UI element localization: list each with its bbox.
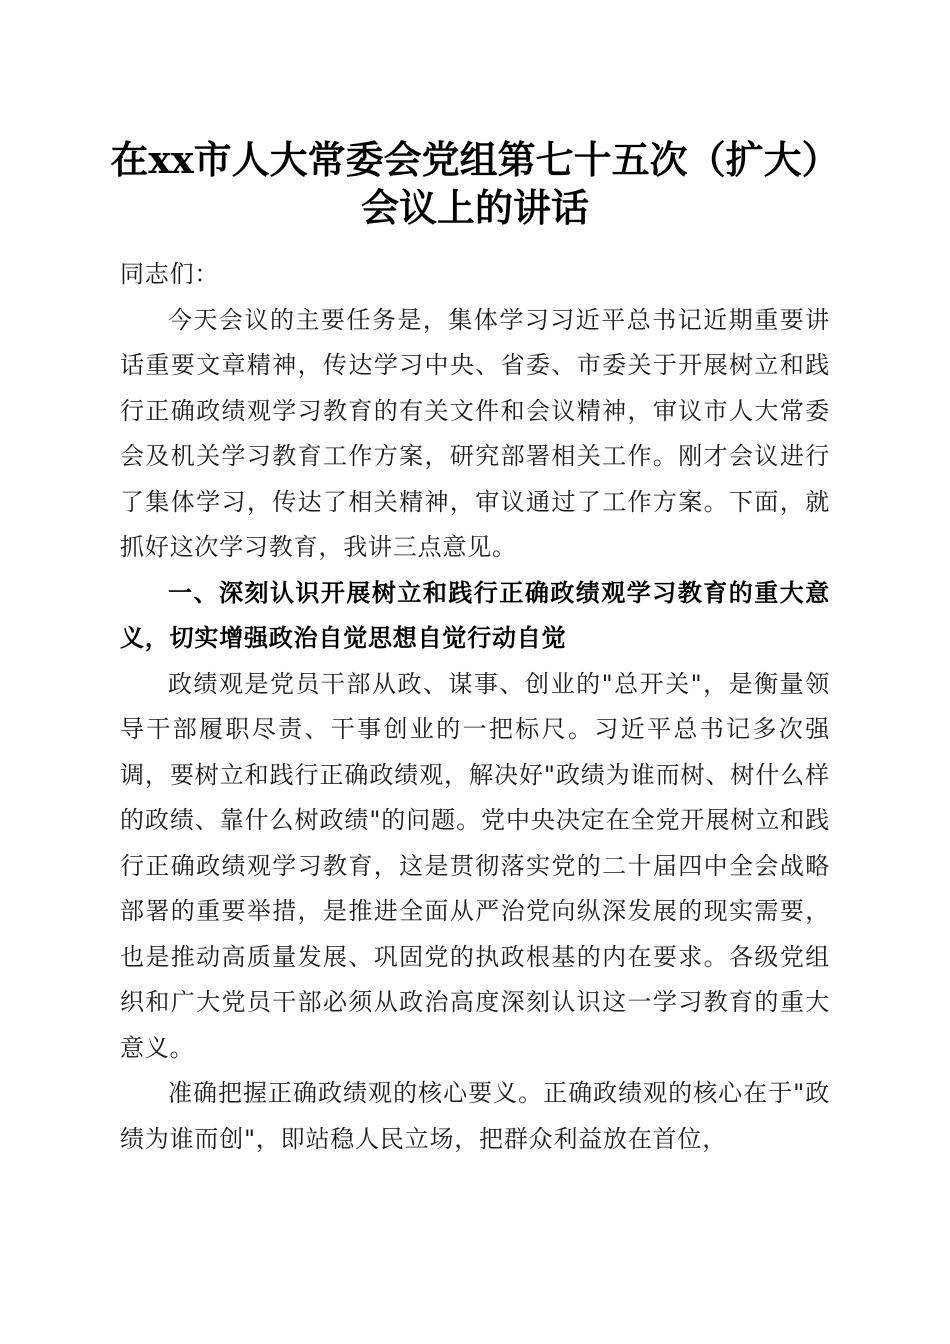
document-title-line-2: 会议上的讲话 — [360, 185, 589, 230]
section-1-paragraph-1: 政绩观是党员干部从政、谋事、创业的"总开关"，是衡量领导干部履职尽责、干事创业的一把标尺。习近平总书记多次强调，要树立和践行正确政绩观，解决好"政绩为谁而树、树什么样的政绩、靠什么树政绩"的问题。党中央决定在全党开展树立和践行正确政绩观学习教育，这是贯彻落实党的二十届四中全会战略部署的重要举措，是推进全面从严治党向纵深发展的现实需要，也是推动高质量发展、巩固党的执政根基的内在要求。各级党组织和广大党员干部必须从政治高度深刻认识这一学习教育的重大意义。 — [120, 669, 830, 1062]
section-1-paragraph-2: 准确把握正确政绩观的核心要义。正确政绩观的核心在于"政绩为谁而创"，即站稳人民立场，把群众利益放在首位， — [120, 1079, 830, 1153]
salutation: 同志们： — [120, 260, 220, 288]
intro-paragraph: 今天会议的主要任务是，集体学习习近平总书记近期重要讲话重要文章精神，传达学习中央、省委、市委关于开展树立和践行正确政绩观学习教育的有关文件和会议精神，审议市人大常委会及机关学习教育工作方案，研究部署相关工作。刚才会议进行了集体学习，传达了相关精神，审议通过了工作方案。下面，就抓好这次学习教育，我讲三点意见。 — [120, 305, 830, 561]
document-body — [120, 252, 830, 1162]
document-title-line-1: 在xx市人大常委会党组第七十五次（扩大） — [110, 137, 840, 182]
section-1-heading: 一、深刻认识开展树立和践行正确政绩观学习教育的重大意义，切实增强政治自觉思想自觉行动自觉 — [120, 578, 830, 652]
